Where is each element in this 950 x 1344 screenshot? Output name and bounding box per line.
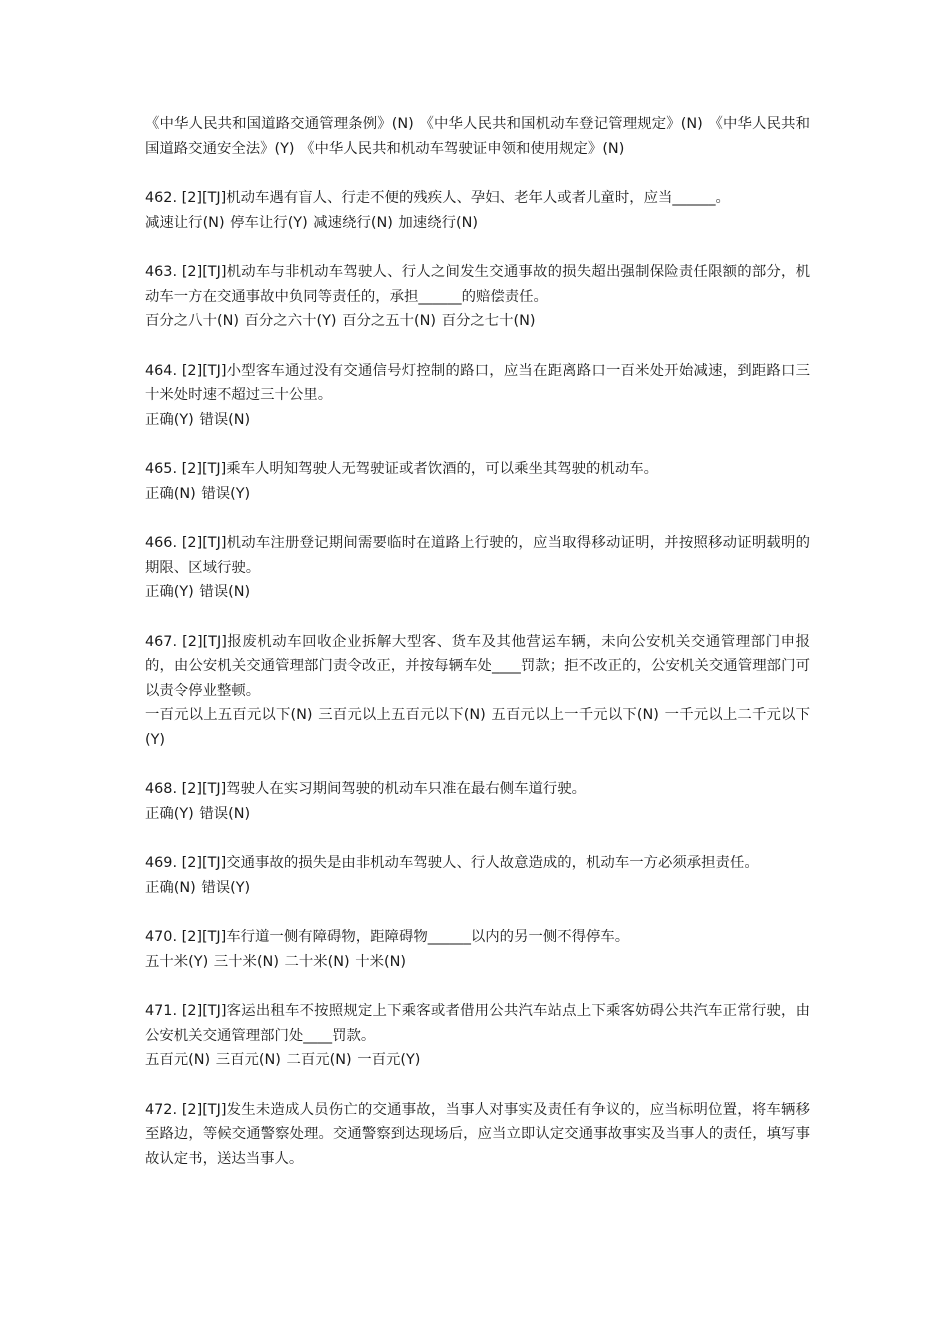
question-text: 463. [2][TJ]机动车与非机动车驾驶人、行人之间发生交通事故的损失超出强制保险责任限额的部分，机动车一方在交通事故中负同等责任的，承担______的赔偿责任。 [145, 264, 810, 305]
question-text: 466. [2][TJ]机动车注册登记期间需要临时在道路上行驶的，应当取得移动证明，并按照移动证明载明的期限、区域行驶。 [145, 535, 810, 576]
question-text: 469. [2][TJ]交通事故的损失是由非机动车驾驶人、行人故意造成的，机动车一方必须承担责任。 [145, 855, 759, 871]
question-options: 正确(Y) 错误(N) [145, 584, 251, 600]
question-options: 五百元(N) 三百元(N) 二百元(N) 一百元(Y) [145, 1052, 421, 1068]
question-options: 百分之八十(N) 百分之六十(Y) 百分之五十(N) 百分之七十(N) [145, 313, 536, 329]
question-block-461-options [145, 112, 810, 161]
question-block-464 [145, 359, 810, 433]
question-options: 正确(Y) 错误(N) [145, 805, 251, 822]
question-block-466 [145, 531, 810, 605]
question-block-467 [145, 630, 810, 753]
question-text: 470. [2][TJ]车行道一侧有障碍物，距障碍物______以内的另一侧不得停车。 [145, 929, 630, 945]
question-block-472 [145, 1098, 810, 1172]
question-text: 472. [2][TJ]发生未造成人员伤亡的交通事故，当事人对事实及责任有争议的，应当标明位置，将车辆移至路边，等候交通警察处理。交通警察到达现场后，应当立即认定交通事故事实及当事人的责任，填写事故认定书，送达当事人。 [145, 1101, 810, 1167]
question-block-463 [145, 260, 810, 334]
question-options: 一百元以上五百元以下(N) 三百元以上五百元以下(N) 五百元以上一千元以下(N) 一千元以上二千元以下(Y) [145, 707, 810, 748]
question-block-471 [145, 999, 810, 1073]
question-options: 正确(N) 错误(Y) [145, 485, 251, 502]
question-text: 471. [2][TJ]客运出租车不按照规定上下乘客或者借用公共汽车站点上下乘客妨碍公共汽车正常行驶，由公安机关交通管理部门处____罚款。 [145, 1003, 810, 1044]
document-page [145, 112, 810, 1196]
question-options: 正确(Y) 错误(N) [145, 411, 251, 428]
question-text: 464. [2][TJ]小型客车通过没有交通信号灯控制的路口，应当在距离路口一百米处开始减速，到距路口三十米处时速不超过三十公里。 [145, 362, 810, 403]
question-block-462 [145, 186, 810, 235]
question-text: 462. [2][TJ]机动车遇有盲人、行走不便的残疾人、孕妇、老年人或者儿童时，应当______。 [145, 190, 730, 206]
question-options: 《中华人民共和国道路交通管理条例》(N) 《中华人民共和国机动车登记管理规定》(N) 《中华人民共和国道路交通安全法》(Y) 《中华人民共和机动车驾驶证申领和使用规定》(N) [145, 116, 810, 157]
question-text: 468. [2][TJ]驾驶人在实习期间驾驶的机动车只准在最右侧车道行驶。 [145, 781, 587, 797]
question-text: 465. [2][TJ]乘车人明知驾驶人无驾驶证或者饮酒的，可以乘坐其驾驶的机动车。 [145, 461, 658, 477]
question-options: 减速让行(N) 停车让行(Y) 减速绕行(N) 加速绕行(N) [145, 214, 478, 231]
question-block-470 [145, 925, 810, 974]
question-text: 467. [2][TJ]报废机动车回收企业拆解大型客、货车及其他营运车辆，未向公安机关交通管理部门申报的，由公安机关交通管理部门责令改正，并按每辆车处____罚款；拒不改正的，公安机关交通管理部门可以责令停业整顿。 [145, 633, 810, 699]
question-block-469 [145, 851, 810, 900]
question-options: 正确(N) 错误(Y) [145, 879, 251, 896]
question-options: 五十米(Y) 三十米(N) 二十米(N) 十米(N) [145, 953, 407, 970]
question-block-465 [145, 457, 810, 506]
question-block-468 [145, 777, 810, 826]
